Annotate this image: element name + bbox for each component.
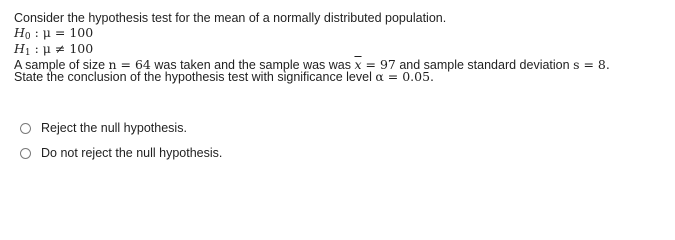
sample-text-1: A sample of size: [14, 58, 109, 72]
alpha-expr: α = 0.05.: [375, 69, 434, 84]
sample-mean-value: = 97: [361, 57, 396, 72]
h1-rest: : μ ≠ 100: [30, 41, 94, 56]
null-hypothesis: [14, 27, 669, 43]
option-reject[interactable]: [20, 121, 222, 135]
h0-subscript: 0: [24, 32, 31, 42]
question-block: [14, 12, 669, 83]
question-intro: Consider the hypothesis test for the mean of a normally distributed population.: [14, 11, 447, 25]
h1-symbol: H: [14, 41, 25, 56]
option-do-not-reject-label[interactable]: Do not reject the null hypothesis.: [41, 146, 223, 160]
option-reject-label[interactable]: Reject the null hypothesis.: [41, 121, 187, 135]
radio-do-not-reject[interactable]: [20, 148, 31, 159]
radio-reject[interactable]: [20, 123, 31, 134]
answer-options: [20, 121, 222, 171]
conclusion-prompt: [14, 71, 669, 83]
sample-size-expr: n = 64: [108, 57, 151, 72]
h1-subscript: 1: [24, 48, 31, 58]
option-do-not-reject[interactable]: [20, 146, 222, 160]
std-dev-expr: s = 8.: [573, 57, 610, 72]
conclusion-text: State the conclusion of the hypothesis test with significance level: [14, 70, 376, 84]
h0-rest: : μ = 100: [30, 25, 94, 40]
sample-mean-symbol: $\overline{x}$: [354, 57, 362, 72]
h0-symbol: H: [14, 25, 25, 40]
sample-text-3: and sample standard deviation: [395, 58, 574, 72]
sample-text-2: was taken and the sample was was: [150, 58, 355, 72]
